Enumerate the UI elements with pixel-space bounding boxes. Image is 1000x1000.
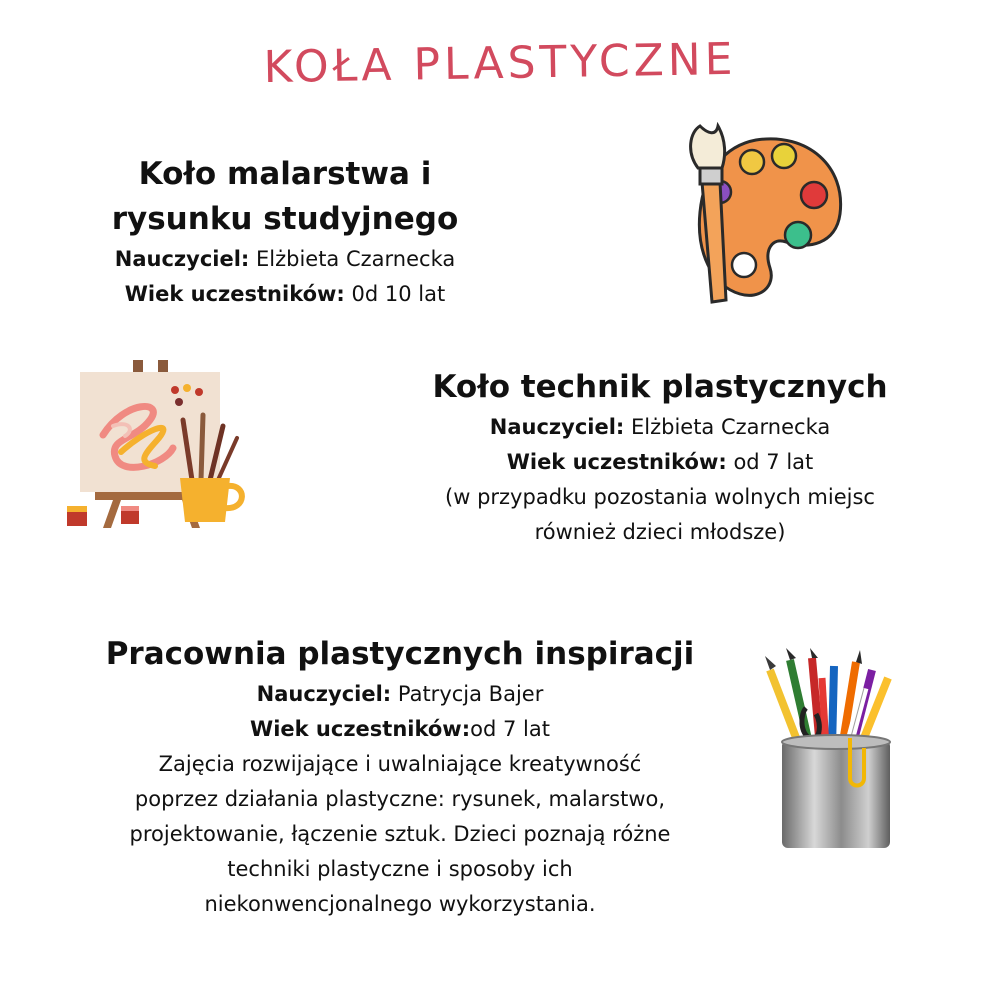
palette-brush-icon bbox=[668, 122, 848, 307]
teacher-line bbox=[55, 677, 745, 712]
age-value: od 7 lat bbox=[470, 717, 550, 741]
description-line: niekonwencjonalnego wykorzystania. bbox=[204, 892, 596, 916]
age-line bbox=[55, 712, 745, 747]
age-label: Wiek uczestników: bbox=[250, 717, 471, 741]
age-value: 0d 10 lat bbox=[344, 282, 446, 306]
age-label: Wiek uczestników: bbox=[124, 282, 345, 306]
teacher-name: Elżbieta Czarnecka bbox=[249, 247, 456, 271]
pencil-cup-icon bbox=[760, 648, 900, 853]
easel-cup-brushes-icon bbox=[55, 360, 250, 530]
club-name-line1: Koło malarstwa i bbox=[138, 156, 432, 192]
club-name: Koło technik plastycznych bbox=[432, 369, 888, 405]
age-line bbox=[70, 277, 500, 312]
description-line: Zajęcia rozwijające i uwalniające kreatywność bbox=[158, 752, 642, 776]
age-value: od 7 lat bbox=[726, 450, 814, 474]
club-malarstwa bbox=[70, 152, 500, 312]
teacher-name: Patrycja Bajer bbox=[391, 682, 544, 706]
note-line2: również dzieci młodsze) bbox=[534, 520, 786, 544]
club-pracownia bbox=[55, 632, 745, 922]
page-title: KOŁA PLASTYCZNE bbox=[263, 33, 737, 94]
teacher-line bbox=[70, 242, 500, 277]
teacher-label: Nauczyciel: bbox=[256, 682, 392, 706]
teacher-name: Elżbieta Czarnecka bbox=[624, 415, 831, 439]
club-name-line2: rysunku studyjnego bbox=[111, 201, 459, 237]
teacher-line bbox=[380, 410, 940, 445]
club-name: Pracownia plastycznych inspiracji bbox=[105, 636, 695, 672]
description-line: techniki plastyczne i sposoby ich bbox=[227, 857, 573, 881]
note-line1: (w przypadku pozostania wolnych miejsc bbox=[445, 485, 875, 509]
club-technik bbox=[380, 365, 940, 550]
description-line: poprzez działania plastyczne: rysunek, malarstwo, bbox=[134, 787, 666, 811]
age-label: Wiek uczestników: bbox=[506, 450, 727, 474]
teacher-label: Nauczyciel: bbox=[489, 415, 625, 439]
age-line bbox=[380, 445, 940, 480]
description-line: projektowanie, łączenie sztuk. Dzieci poznają różne bbox=[129, 822, 671, 846]
teacher-label: Nauczyciel: bbox=[114, 247, 250, 271]
